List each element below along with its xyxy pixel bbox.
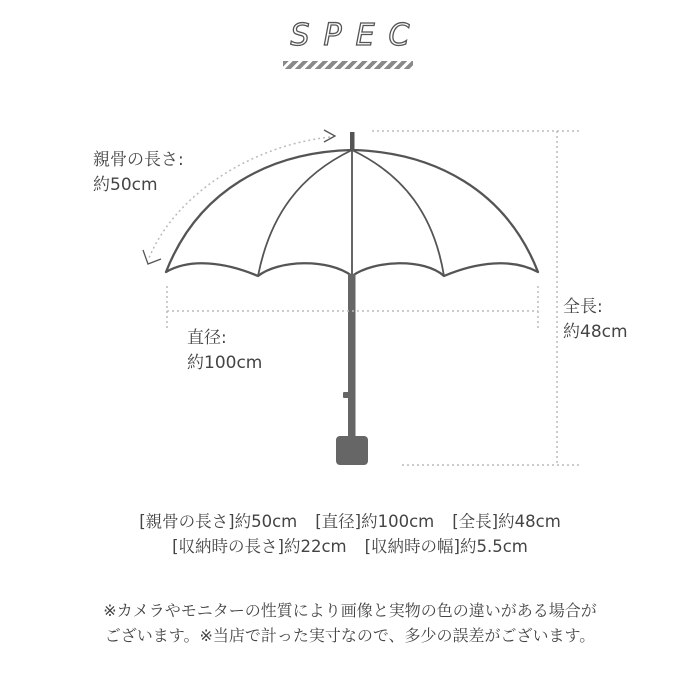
rib-length-label xyxy=(93,148,184,198)
spec-total: [全長]約48cm xyxy=(452,512,561,531)
umbrella-handle xyxy=(336,436,368,465)
diameter-label xyxy=(187,326,262,376)
spec-folded-length: [収納時の長さ]約22cm xyxy=(172,537,347,556)
page-title: SPEC xyxy=(290,18,424,53)
disclaimer-line-1: ※カメラやモニターの性質により画像と実物の色の違いがある場合が xyxy=(103,601,597,620)
arrow-head-icon xyxy=(324,130,335,142)
umbrella-shaft xyxy=(348,274,356,440)
spec-diameter: [直径]約100cm xyxy=(315,512,435,531)
disclaimer-line-2: ございます。※当店で計った実寸なので、多少の誤差がございます。 xyxy=(104,626,596,645)
spec-rib: [親骨の長さ]約50cm xyxy=(139,512,298,531)
diameter-name: 直径: xyxy=(187,328,227,348)
total-length-name: 全長: xyxy=(563,297,603,317)
spec-folded-width: [収納時の幅]約5.5cm xyxy=(364,537,528,556)
umbrella-tip xyxy=(350,132,355,151)
diameter-value: 約100cm xyxy=(187,353,263,373)
rib-length-value: 約50cm xyxy=(93,175,158,195)
umbrella-button xyxy=(343,392,349,398)
total-length-value: 約48cm xyxy=(563,322,628,342)
spec-line-1 xyxy=(0,508,700,532)
rib-length-name: 親骨の長さ: xyxy=(93,150,184,170)
total-length-label xyxy=(563,295,628,345)
spec-line-2 xyxy=(0,533,700,557)
